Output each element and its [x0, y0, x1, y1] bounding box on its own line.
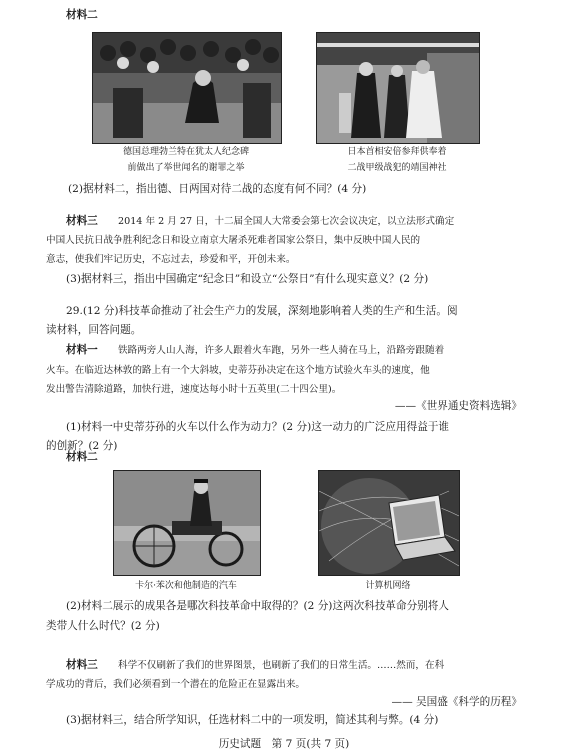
photo1-caption-line2: 前做出了举世闻名的谢罪之举	[127, 163, 245, 173]
brandt-kneeling-photo	[92, 32, 282, 144]
material-3-line1: 2014 年 2 月 27 日，十二届全国人大常委会第七次会议决定，以立法形式确定	[118, 216, 455, 227]
photo3-caption: 卡尔·苯次和他制造的汽车	[135, 581, 237, 591]
section-label-material-2-bottom: 材料二	[66, 451, 98, 463]
material-3b-line1: 科学不仅刷新了我们的世界图景，也刷新了我们的日常生活。……然而，在科	[118, 660, 445, 671]
material-1-line3: 发出警告清除道路，加快行进，速度达每小时十五英里(二十四公里)。	[46, 384, 342, 395]
material-1-line2: 火车。在临近达林敦的路上有一个大斜坡，史蒂芬孙决定在这个地方试验火车头的速度，他	[46, 365, 430, 376]
material-1-source: ——《世界通史资料选辑》	[394, 400, 522, 412]
question-3: (3)据材料三，指出中国确定“纪念日”和设立“公祭日”有什么现实意义？(2 分)	[66, 273, 429, 285]
material-1-line1: 铁路两旁人山人海，许多人跟着火车跑，另外一些人骑在马上，沿路旁跟随着	[118, 345, 445, 356]
photo2-caption-line2: 二战甲级战犯的靖国神社	[347, 163, 447, 173]
section-label-material-3: 材料三	[66, 215, 98, 227]
question-2: (2)据材料二，指出德、日两国对待二战的态度有何不同？(4 分)	[68, 183, 367, 195]
material-3-line2: 中国人民抗日战争胜利纪念日和设立南京大屠杀死难者国家公祭日，集中反映中国人民的	[46, 235, 421, 246]
page-footer: 历史试题 第 7 页(共 7 页)	[218, 738, 350, 750]
question-29-line2: 读材料，回答问题。	[46, 324, 142, 336]
material-3b-source: —— 吴国盛《科学的历程》	[391, 696, 522, 708]
question-29-2-line1: (2)材料二展示的成果各是哪次科技革命中取得的？(2 分)这两次科技革命分别将人	[66, 600, 449, 612]
question-29-1-line2: 的创新？(2 分)	[46, 440, 118, 452]
section-label-material-3-bottom: 材料三	[66, 659, 98, 671]
benz-car-photo	[113, 470, 261, 576]
section-label-material-2: 材料二	[66, 9, 98, 21]
material-3b-line2: 学成功的背后，我们必须看到一个潜在的危险正在显露出来。	[46, 679, 306, 690]
abe-shrine-visit-photo	[316, 32, 480, 144]
photo4-caption: 计算机网络	[365, 581, 411, 591]
photo1-caption-line1: 德国总理勃兰特在犹太人纪念碑	[122, 147, 249, 157]
computer-network-photo	[318, 470, 460, 576]
material-3-line3: 意志，使我们牢记历史，不忘过去，珍爱和平，开创未来。	[46, 254, 296, 265]
question-29-3: (3)据材料三，结合所学知识，任选材料二中的一项发明，简述其利与弊。(4 分)	[66, 714, 439, 726]
section-label-material-1: 材料一	[66, 344, 98, 356]
question-29-2-line2: 类带人什么时代？(2 分)	[46, 620, 160, 632]
photo2-caption-line1: 日本首相安倍参拜供奉着	[347, 147, 447, 157]
question-29-1-line1: (1)材料一中史蒂芬孙的火车以什么作为动力？(2 分)这一动力的广泛应用得益于谁	[66, 421, 449, 433]
question-29-line1: 29.(12 分)科技革命推动了社会生产力的发展，深刻地影响着人类的生产和生活。阅	[66, 305, 458, 317]
